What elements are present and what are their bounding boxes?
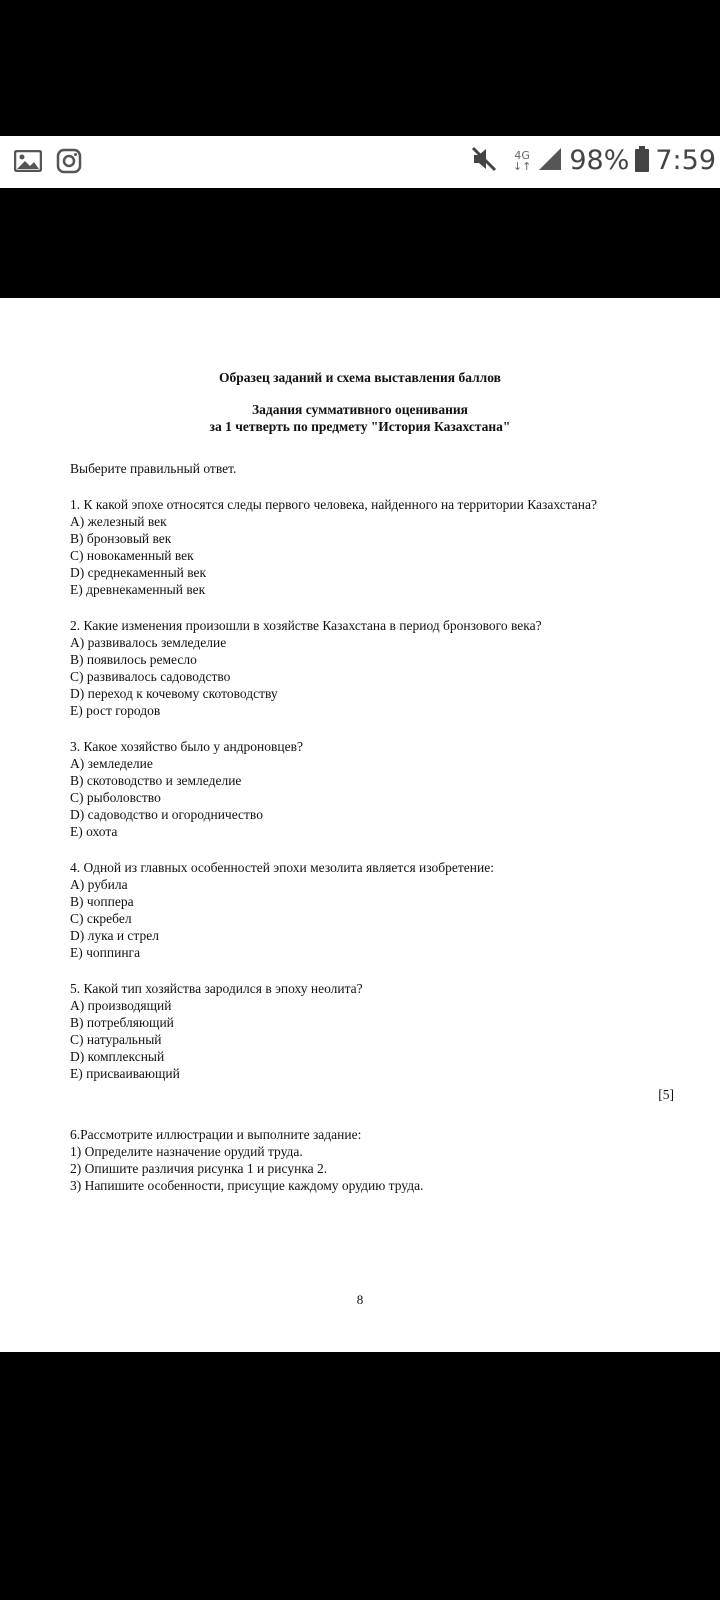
option: D) переход к кочевому скотоводству <box>70 686 278 701</box>
battery-percent: 98% <box>569 145 630 176</box>
task-6-text: 6.Рассмотрите иллюстрации и выполните задание: <box>70 1127 362 1142</box>
document-subtitle-1: Задания суммативного оценивания <box>252 402 468 417</box>
option: A) производящий <box>70 998 172 1013</box>
signal-icon <box>537 146 563 176</box>
instruction-text: Выберите правильный ответ. <box>70 461 237 476</box>
question-3 <box>70 738 690 840</box>
option: A) земледелие <box>70 756 153 771</box>
option: A) железный век <box>70 514 167 529</box>
option: B) чоппера <box>70 894 134 909</box>
question-1-text: 1. К какой эпохе относятся следы первого человека, найденного на территории Казахстана? <box>70 497 597 512</box>
mute-icon <box>469 144 499 178</box>
task-item: 1) Определите назначение орудий труда. <box>70 1144 303 1159</box>
option: B) появилось ремесло <box>70 652 197 667</box>
top-black-area <box>0 188 720 298</box>
option: C) скребел <box>70 911 132 926</box>
score-mark: [5] <box>658 1087 674 1102</box>
clock: 7:59 <box>655 145 716 176</box>
option: B) скотоводство и земледелие <box>70 773 242 788</box>
option: D) среднекаменный век <box>70 565 207 580</box>
option: A) рубила <box>70 877 128 892</box>
network-indicator: 4G ↓↑ <box>512 149 532 173</box>
task-6 <box>70 1126 690 1194</box>
question-5 <box>70 980 690 1082</box>
question-3-text: 3. Какое хозяйство было у андроновцев? <box>70 739 303 754</box>
page-number: 8 <box>356 1292 364 1307</box>
option: C) развивалось садоводство <box>70 669 231 684</box>
option: A) развивалось земледелие <box>70 635 227 650</box>
question-2 <box>70 617 690 719</box>
option: E) чоппинга <box>70 945 141 960</box>
question-5-text: 5. Какой тип хозяйства зародился в эпоху неолита? <box>70 981 363 996</box>
option: D) садоводство и огородничество <box>70 807 263 822</box>
option: E) рост городов <box>70 703 161 718</box>
option: E) охота <box>70 824 118 839</box>
task-item: 3) Напишите особенности, присущие каждому орудию труда. <box>70 1178 424 1193</box>
option: B) бронзовый век <box>70 531 172 546</box>
status-bar <box>0 136 720 188</box>
option: C) новокаменный век <box>70 548 194 563</box>
task-item: 2) Опишите различия рисунка 1 и рисунка 2. <box>70 1161 328 1176</box>
question-1 <box>70 496 690 598</box>
question-4 <box>70 859 690 961</box>
option: E) древнекаменный век <box>70 582 206 597</box>
instagram-icon <box>56 148 82 178</box>
option: C) рыболовство <box>70 790 161 805</box>
question-2-text: 2. Какие изменения произошли в хозяйстве Казахстана в период бронзового века? <box>70 618 542 633</box>
gallery-icon <box>14 150 42 176</box>
option: E) присваивающий <box>70 1066 180 1081</box>
option: B) потребляющий <box>70 1015 174 1030</box>
option: D) лука и стрел <box>70 928 159 943</box>
document-title: Образец заданий и схема выставления баллов <box>219 370 501 385</box>
document-subtitle-2: за 1 четверть по предмету "История Казахстана" <box>209 419 511 434</box>
option: D) комплексный <box>70 1049 165 1064</box>
question-4-text: 4. Одной из главных особенностей эпохи мезолита является изобретение: <box>70 860 494 875</box>
option: C) натуральный <box>70 1032 162 1047</box>
battery-icon <box>635 146 649 176</box>
document-page <box>0 298 720 1352</box>
